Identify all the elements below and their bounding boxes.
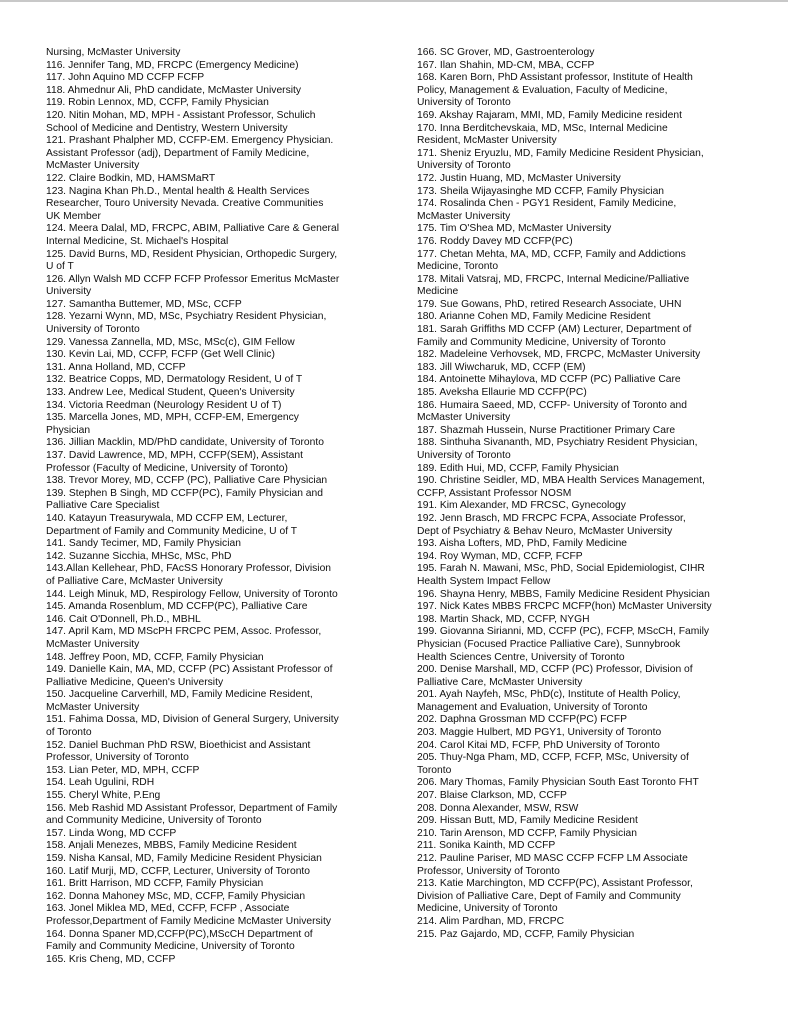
signatory-line: 174. Rosalinda Chen - PGY1 Resident, Family Medicine, (417, 198, 677, 210)
signatory-line: Palliative Medicine, Queen's University (46, 676, 224, 688)
signatory-line: 184. Antoinette Mihaylova, MD CCFP (PC) Palliative Care (417, 374, 681, 386)
signatory-line: Family and Community Medicine, University of Toronto (417, 336, 666, 348)
signatory-line: 136. Jillian Macklin, MD/PhD candidate, University of Toronto (46, 437, 324, 449)
signatory-line: 142. Suzanne Sicchia, MHSc, MSc, PhD (46, 550, 232, 562)
signatory-line: 161. Britt Harrison, MD CCFP, Family Physician (46, 878, 264, 890)
signatory-line: University of Toronto (417, 160, 511, 172)
signatory-line: Palliative Care Specialist (46, 500, 160, 512)
signatory-line: McMaster University (417, 210, 511, 222)
signatory-line: University (46, 286, 92, 298)
signatory-line: 154. Leah Ugulini, RDH (46, 777, 155, 789)
signatory-line: Health Sciences Centre, University of Toronto (417, 651, 625, 663)
signatory-line: 137. David Lawrence, MD, MPH, CCFP(SEM), Assistant (46, 450, 303, 461)
signatory-line: 185. Aveksha Ellaurie MD CCFP(PC) (417, 387, 587, 399)
signatory-line: 180. Arianne Cohen MD, Family Medicine Resident (417, 311, 651, 323)
signatory-line: 177. Chetan Mehta, MA, MD, CCFP, Family and Addictions (417, 248, 686, 260)
signatory-line: 167. Ilan Shahin, MD-CM, MBA, CCFP (417, 59, 595, 71)
signatory-line: 173. Sheila Wijayasinghe MD CCFP, Family Physician (417, 185, 665, 197)
signatory-line: and Community Medicine, University of Toronto (46, 815, 262, 827)
signatory-line: 215. Paz Gajardo, MD, CCFP, Family Physician (417, 928, 635, 940)
signatory-line: 126. Allyn Walsh MD CCFP FCFP Professor Emeritus McMaster (46, 273, 340, 285)
signatory-line: 141. Sandy Tecimer, MD, Family Physician (46, 538, 241, 550)
signatory-line: 138. Trevor Morey, MD, CCFP (PC), Palliative Care Physician (46, 475, 328, 487)
signatory-line: 176. Roddy Davey MD CCFP(PC) (417, 235, 573, 247)
signatory-line: 211. Sonika Kainth, MD CCFP (417, 840, 556, 852)
signatory-line: McMaster University (46, 638, 140, 650)
signatory-line: 128. Yezarni Wynn, MD, MSc, Psychiatry Resident Physician, (46, 311, 327, 323)
signatory-line: 145. Amanda Rosenblum, MD CCFP(PC), Palliative Care (46, 601, 308, 613)
signatory-line: 187. Shazmah Hussein, Nurse Practitioner Primary Care (417, 424, 676, 436)
signatory-line: Medicine (417, 286, 459, 298)
signatory-line: 152. Daniel Buchman PhD RSW, Bioethicist and Assistant (46, 739, 311, 751)
signatory-line: Policy, Management & Evaluation, Faculty of Medicine, (417, 84, 668, 96)
signatory-line: 135. Marcella Jones, MD, MPH, CCFP-EM, Emergency (46, 412, 299, 424)
signatory-line: 163. Jonel Miklea MD, MEd, CCFP, FCFP , Associate (46, 903, 290, 915)
signatory-line: 143.Allan Kellehear, PhD, FAcSS Honorary Professor, Division (46, 563, 332, 575)
signatory-line: 118. Ahmednur Ali, PhD candidate, McMaster University (46, 84, 302, 96)
signatory-line: 210. Tarin Arenson, MD CCFP, Family Physician (417, 827, 637, 839)
signatory-line: Nursing, McMaster University (46, 47, 181, 58)
signatory-line: UK Member (46, 210, 101, 222)
signatory-line: 122. Claire Bodkin, MD, HAMSMaRT (46, 172, 216, 184)
signatory-line: 179. Sue Gowans, PhD, retired Research Associate, UHN (417, 298, 682, 310)
signatory-line: 207. Blaise Clarkson, MD, CCFP (417, 790, 567, 802)
signatory-line: 117. John Aquino MD CCFP FCFP (46, 72, 205, 84)
signatory-line: U of T (46, 261, 74, 273)
signatory-line: 166. SC Grover, MD, Gastroenterology (417, 47, 595, 58)
signatory-line: 134. Victoria Reedman (Neurology Resident U of T) (46, 399, 282, 411)
signatory-line: Professor, University of Toronto (46, 752, 189, 764)
signatory-line: 175. Tim O'Shea MD, McMaster University (417, 223, 612, 235)
signatory-line: 193. Aisha Lofters, MD, PhD, Family Medicine (417, 538, 628, 550)
signatory-line: 146. Cait O'Donnell, Ph.D., MBHL (46, 613, 201, 625)
signatory-line: 212. Pauline Pariser, MD MASC CCFP FCFP LM Associate (417, 853, 688, 864)
signatory-line: Internal Medicine, St. Michael's Hospital (46, 235, 229, 247)
signatory-line: 191. Kim Alexander, MD FRCSC, Gynecology (417, 500, 626, 512)
signatory-line: 203. Maggie Hulbert, MD PGY1, University of Toronto (417, 727, 662, 739)
signatory-line: Assistant Professor (adj), Department of Family Medicine, (46, 147, 310, 159)
signatory-line: 196. Shayna Henry, MBBS, Family Medicine Resident Physician (417, 588, 710, 600)
signatory-line: Physician (Focused Practice Palliative Care), Sunnybrook (417, 638, 681, 650)
signatory-line: 125. David Burns, MD, Resident Physician, Orthopedic Surgery, (46, 248, 338, 260)
signatory-line: 194. Roy Wyman, MD, CCFP, FCFP (417, 550, 583, 562)
signatory-line: 186. Humaira Saeed, MD, CCFP- University of Toronto and (417, 399, 687, 411)
signatory-line: Management and Evaluation, University of Toronto (417, 701, 648, 713)
signatory-line: Toronto (417, 764, 452, 776)
signatory-line: 197. Nick Kates MBBS FRCPC MCFP(hon) McMaster University (417, 601, 712, 613)
signatory-line: 124. Meera Dalal, MD, FRCPC, ABIM, Palliative Care & General (46, 223, 339, 235)
signatory-line: 130. Kevin Lai, MD, CCFP, FCFP (Get Well Clinic) (46, 349, 275, 361)
signatory-line: 149. Danielle Kain, MA, MD, CCFP (PC) Assistant Professor of (46, 664, 333, 676)
signatory-line: 162. Donna Mahoney MSc, MD, CCFP, Family Physician (46, 890, 306, 902)
signatory-line: 153. Lian Peter, MD, MPH, CCFP (46, 764, 200, 776)
signatory-line: 148. Jeffrey Poon, MD, CCFP, Family Physician (46, 651, 264, 663)
signatory-line: 188. Sinthuha Sivananth, MD, Psychiatry Resident Physician, (417, 437, 698, 449)
signatory-line: 120. Nitin Mohan, MD, MPH - Assistant Professor, Schulich (46, 109, 316, 121)
signatory-line: of Toronto (46, 727, 92, 739)
signatory-line: 121. Prashant Phalpher MD, CCFP-EM. Emergency Physician. (46, 135, 334, 147)
signatory-line: 129. Vanessa Zannella, MD, MSc, MSc(c), GIM Fellow (46, 336, 295, 348)
signatory-line: 131. Anna Holland, MD, CCFP (46, 361, 186, 373)
signatory-column-right (417, 47, 757, 941)
signatory-line: 159. Nisha Kansal, MD, Family Medicine Resident Physician (46, 853, 322, 864)
signatory-line: Professor, University of Toronto (417, 865, 560, 877)
signatory-line: School of Medicine and Dentistry, Western University (46, 122, 288, 134)
signatory-line: 139. Stephen B Singh, MD CCFP(PC), Family Physician and (46, 487, 323, 499)
signatory-line: 140. Katayun Treasurywala, MD CCFP EM, Lecturer, (46, 512, 288, 524)
signatory-line: 183. Jill Wiwcharuk, MD, CCFP (EM) (417, 361, 586, 373)
signatory-line: 195. Farah N. Mawani, MSc, PhD, Social Epidemiologist, CIHR (417, 563, 705, 575)
signatory-line: CCFP, Assistant Professor NOSM (417, 487, 572, 499)
signatory-line: Medicine, Toronto (417, 261, 499, 273)
signatory-line: 151. Fahima Dossa, MD, Division of General Surgery, University (46, 714, 339, 726)
signatory-line: 198. Martin Shack, MD, CCFP, NYGH (417, 613, 590, 625)
signatory-line: 156. Meb Rashid MD Assistant Professor, Department of Family (46, 802, 338, 814)
signatory-line: 144. Leigh Minuk, MD, Respirology Fellow, University of Toronto (46, 588, 338, 600)
signatory-line: McMaster University (46, 701, 140, 713)
signatory-line: 206. Mary Thomas, Family Physician South East Toronto FHT (417, 777, 699, 789)
signatory-line: 171. Sheniz Eryuzlu, MD, Family Medicine Resident Physician, (417, 147, 704, 159)
signatory-column-left (46, 47, 381, 966)
signatory-line: University of Toronto (417, 450, 511, 461)
signatory-line: McMaster University (417, 412, 511, 424)
signatory-line: Professor,Department of Family Medicine McMaster University (46, 915, 331, 927)
signatory-line: 182. Madeleine Verhovsek, MD, FRCPC, McMaster University (417, 349, 701, 361)
signatory-line: Professor (Faculty of Medicine, University of Toronto) (46, 462, 288, 474)
signatory-line: 150. Jacqueline Carverhill, MD, Family Medicine Resident, (46, 689, 313, 701)
signatory-line: 169. Akshay Rajaram, MMI, MD, Family Medicine resident (417, 109, 682, 121)
signatory-line: Division of Palliative Care, Dept of Family and Community (417, 890, 681, 902)
signatory-line: 127. Samantha Buttemer, MD, MSc, CCFP (46, 298, 242, 310)
signatory-line: 170. Inna Berditchevskaia, MD, MSc, Internal Medicine (417, 122, 668, 134)
signatory-line: 123. Nagina Khan Ph.D., Mental health & Health Services (46, 185, 310, 197)
signatory-line: 208. Donna Alexander, MSW, RSW (417, 802, 579, 814)
signatory-line: 181. Sarah Griffiths MD CCFP (AM) Lecturer, Department of (417, 324, 692, 336)
signatory-line: 204. Carol Kitai MD, FCFP, PhD University of Toronto (417, 739, 660, 751)
signatory-line: 192. Jenn Brasch, MD FRCPC FCPA, Associate Professor, (417, 512, 686, 524)
signatory-line: 132. Beatrice Copps, MD, Dermatology Resident, U of T (46, 374, 303, 386)
signatory-line: 202. Daphna Grossman MD CCFP(PC) FCFP (417, 714, 627, 726)
signatory-line: 160. Latif Murji, MD, CCFP, Lecturer, University of Toronto (46, 865, 311, 877)
signatory-line: 201. Ayah Nayfeh, MSc, PhD(c), Institute of Health Policy, (417, 689, 681, 701)
signatory-line: University of Toronto (417, 97, 511, 109)
signatory-line: 209. Hissan Butt, MD, Family Medicine Resident (417, 815, 638, 827)
signatory-line: 168. Karen Born, PhD Assistant professor, Institute of Health (417, 72, 693, 84)
signatory-line: 133. Andrew Lee, Medical Student, Queen's University (46, 387, 295, 399)
signatory-line: 205. Thuy-Nga Pham, MD, CCFP, FCFP, MSc, University of (417, 752, 689, 764)
signatory-line: 200. Denise Marshall, MD, CCFP (PC) Professor, Division of (417, 664, 693, 676)
signatory-line: 157. Linda Wong, MD CCFP (46, 827, 177, 839)
signatory-line: 213. Katie Marchington, MD CCFP(PC), Assistant Professor, (417, 878, 693, 890)
signatory-line: 172. Justin Huang, MD, McMaster University (417, 172, 621, 184)
signatory-line: Family and Community Medicine, University of Toronto (46, 941, 295, 953)
signatory-line: Researcher, Touro University Nevada. Creative Communities (46, 198, 324, 210)
top-border (0, 0, 788, 2)
signatory-line: Resident, McMaster University (417, 135, 557, 147)
signatory-line: 178. Mitali Vatsraj, MD, FRCPC, Internal Medicine/Palliative (417, 273, 690, 285)
signatory-line: 116. Jennifer Tang, MD, FRCPC (Emergency Medicine) (46, 59, 299, 71)
signatory-line: 164. Donna Spaner MD,CCFP(PC),MScCH Department of (46, 928, 313, 940)
signatory-line: of Palliative Care, McMaster University (46, 575, 223, 587)
signatory-line: Health System Impact Fellow (417, 575, 551, 587)
signatory-line: 155. Cheryl White, P.Eng (46, 790, 161, 802)
signatory-line: 119. Robin Lennox, MD, CCFP, Family Physician (46, 97, 269, 109)
signatory-line: 158. Anjali Menezes, MBBS, Family Medicine Resident (46, 840, 297, 852)
signatory-line: 147. April Kam, MD MScPH FRCPC PEM, Assoc. Professor, (46, 626, 322, 638)
signatory-line: McMaster University (46, 160, 140, 172)
signatory-line: 165. Kris Cheng, MD, CCFP (46, 953, 176, 965)
signatory-line: 199. Giovanna Sirianni, MD, CCFP (PC), FCFP, MScCH, Family (417, 626, 710, 638)
signatory-line: Dept of Psychiatry & Behav Neuro, McMaster University (417, 525, 673, 537)
signatory-line: Palliative Care, McMaster University (417, 676, 583, 688)
signatory-line: Medicine, University of Toronto (417, 903, 558, 915)
signatory-line: Physician (46, 424, 91, 436)
signatory-line: University of Toronto (46, 324, 140, 336)
signatory-line: Department of Family and Community Medicine, U of T (46, 525, 298, 537)
signatory-line: 190. Christine Seidler, MD, MBA Health Services Management, (417, 475, 705, 487)
signatory-line: 214. Alim Pardhan, MD, FRCPC (417, 915, 565, 927)
signatory-line: 189. Edith Hui, MD, CCFP, Family Physician (417, 462, 619, 474)
